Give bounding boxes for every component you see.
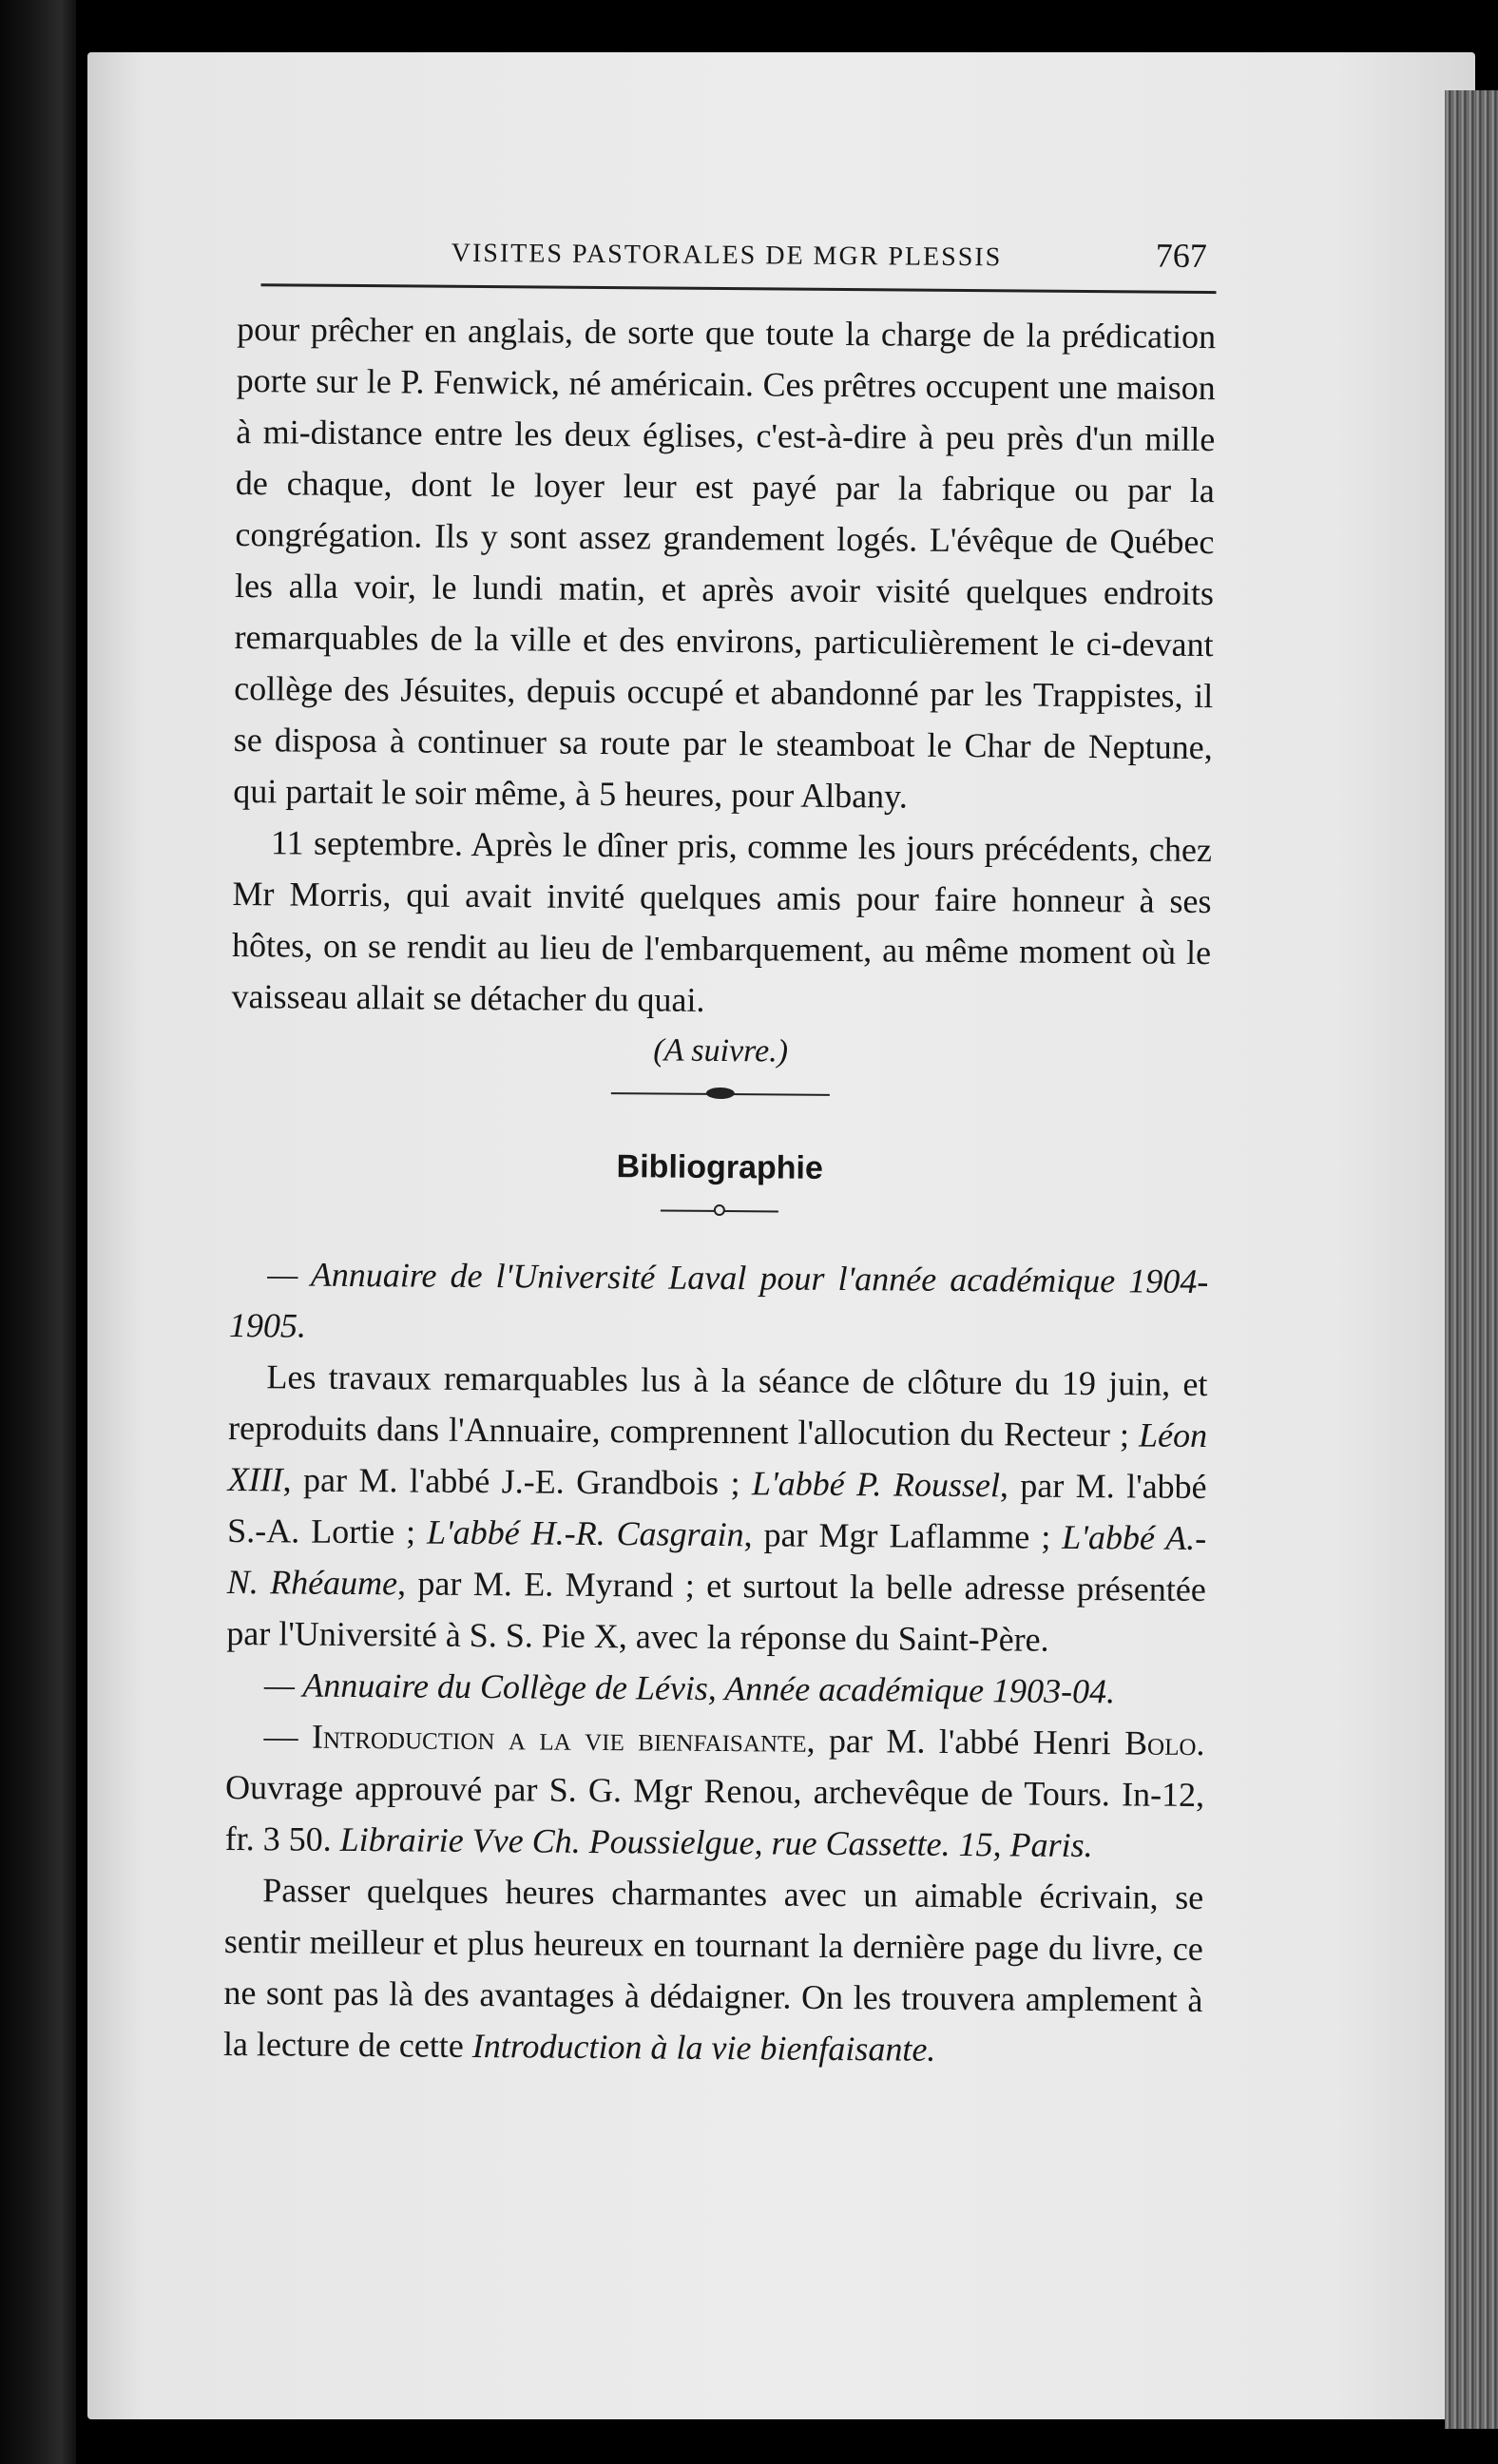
page-text-block	[223, 228, 1217, 2077]
running-head	[238, 228, 1217, 291]
running-title: VISITES PASTORALES DE MGR PLESSIS	[451, 238, 1003, 273]
ornamental-rule	[611, 1084, 830, 1105]
bib-entry-introduction: — Introduction a la vie bienfaisante, par M. l'abbé Henri Bolo. Ouvrage approuvé par S. G. Mgr Renou, archevêque de Tours. In-12, fr. 3 50. Librairie Vve Ch. Poussielgue, rue Cassette. 15, Paris.	[224, 1717, 1205, 1865]
paragraph-september-11: 11 septembre. Après le dîner pris, comme les jours précédents, chez Mr Morris, qui avait invité quelques amis pour faire honneur à ses hôtes, on se rendit au lieu de l'embarquement, au même moment où le vaisseau allait se détacher du quai.	[231, 823, 1213, 1019]
bib-entry-laval-title: — Annuaire de l'Université Laval pour l'année académique 1904-1905.	[228, 1255, 1209, 1345]
small-rule	[661, 1203, 778, 1221]
page-number: 767	[1155, 236, 1207, 276]
bib-entry-laval-body: Les travaux remarquables lus à la séance de clôture du 19 juin, et reproduits dans l'Annuaire, comprennent l'allocution du Recteur ; Léon XIII, par M. l'abbé J.-E. Grandbois ; L'abbé P. Roussel, par M. l'abbé S.-A. Lortie ; L'abbé H.-R. Casgrain, par Mgr Laflamme ; L'abbé A.-N. Rhéaume, par M. E. Myrand ; et surtout la belle adresse présentée par l'Université à S. S. Pie X, avec la réponse du Saint-Père.	[226, 1357, 1208, 1659]
bib-entry-introduction-review: Passer quelques heures charmantes avec un aimable écrivain, se sentir meilleur et plus heureux en tournant la dernière page du livre, ce ne sont pas là des avantages à dédaigner. On les trouvera amplement à la lecture de cette Introduction à la vie bienfaisante.	[222, 1871, 1204, 2069]
section-title-bibliographie: Bibliographie	[616, 1148, 824, 1186]
to-be-continued: (A suivre.)	[653, 1032, 789, 1069]
paragraph-continuation: pour prêcher en anglais, de sorte que toute la charge de la prédication porte sur le P. Fenwick, né américain. Ces prêtres occupent une maison à mi-distance entre les deux églises, c'est-à-dire à peu près d'un mille de chaque, dont le loyer leur est payé par la fabrique ou par la congrégation. Ils y sont assez grandement logés. L'évêque de Québec les alla voir, le lundi matin, et après avoir visité quelques endroits remarquables de la ville et des environs, particulièrement le ci-devant collège des Jésuites, depuis occupé et abandonné par les Trappistes, il se disposa à continuer sa route par le steamboat le Char de Neptune, qui partait le soir même, à 5 heures, pour Albany.	[233, 309, 1217, 816]
facing-page-edge	[0, 0, 76, 2464]
page-stack-edges	[1445, 90, 1498, 2429]
bib-entry-levis: — Annuaire du Collège de Lévis, Année académique 1903-04.	[263, 1665, 1116, 1711]
